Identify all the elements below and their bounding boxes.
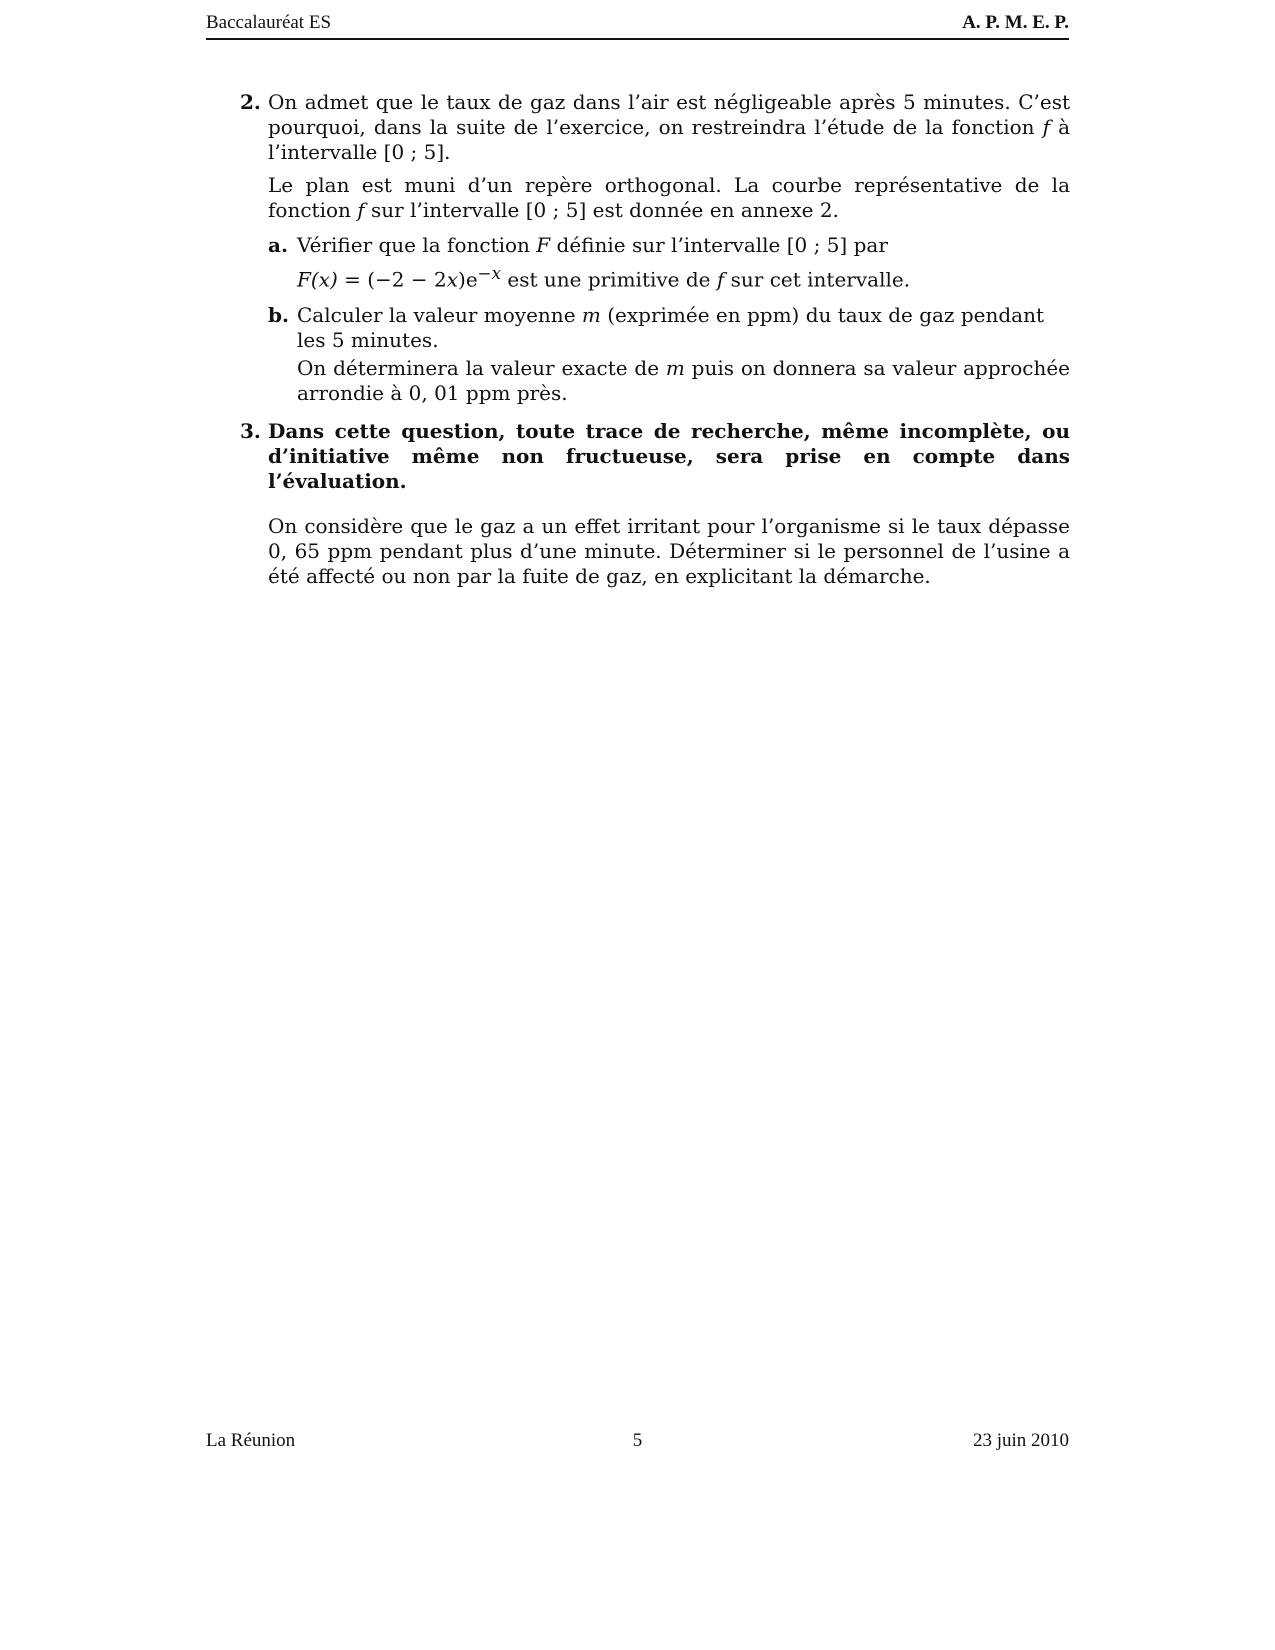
question-3 [240,419,1070,589]
question-3-instruction: Dans cette question, toute trace de recherche, même incomplète, ou d’initiative même non fructueuse, sera prise en compte dans l’évaluation. [268,418,1070,493]
question-2a-letter: a. [268,233,288,257]
question-2b-line-1 [297,303,1070,353]
question-2-paragraph-1 [268,90,1070,165]
q2b-l2-a: On déterminera la valeur exacte de [297,355,666,380]
q2-p1-text-a: On admet que le taux de gaz dans l’air est négligeable après 5 minutes. C’est pourquoi, dans la suite de l’exercice, on restreindra l’étude de la fonction [268,90,1070,139]
q2b-l1-a: Calculer la valeur moyenne [297,302,582,327]
q2a-l2-eq: = (−2 − 2 [337,267,447,292]
q2a-l2-f: f [716,267,725,292]
question-3-text: On considère que le gaz a un effet irritant pour l’organisme si le taux dépasse 0, 65 ppm pendant plus d’une minute. Déterminer si le personnel de l’usine a été affecté ou non par la fuite de gaz, en explicitant la démarche. [268,513,1070,588]
spacer [240,409,1070,419]
q2a-l2-exponent: −x [477,264,502,283]
content [240,90,1070,597]
header-right: A. P. M. E. P. [962,12,1069,33]
question-2a-line-1 [297,233,1070,258]
q2b-l1-b: (exprimée en ppm) du taux de gaz pendant les 5 minutes. [297,302,1044,352]
q2-p1-f: f [1042,115,1051,139]
page-number: 5 [632,1430,643,1451]
q2-p2-text-a: Le plan est muni d’un repère orthogonal. La courbe représentative de la fonction [268,173,1070,222]
footer-right: 23 juin 2010 [972,1430,1069,1451]
q2a-l1-b: définie sur l’intervalle [0 ; 5] par [550,233,888,257]
footer-left: La Réunion [206,1430,296,1451]
question-2b-line-2 [297,356,1070,406]
question-2b [268,303,1070,406]
q2a-l1-F: F [536,233,551,257]
question-3-number: 3. [240,418,261,443]
question-2a-line-2 [297,261,1070,293]
q2a-l2-Fx: F(x) [297,267,338,292]
header-left: Baccalauréat ES [206,12,332,33]
question-2a [268,233,1070,293]
question-2-number: 2. [240,90,261,114]
q2-p1-text-b: à l’intervalle [0 ; 5]. [268,115,1071,164]
q2a-l2-c: sur cet intervalle. [724,267,911,292]
page-header [206,10,1069,40]
q2b-l2-b: puis on donnera sa valeur approchée arrondie à 0, 01 ppm près. [297,355,1070,405]
q2a-l1-a: Vérifier que la fonction [297,233,537,257]
q2a-l2-x: x [446,267,459,292]
question-2b-letter: b. [268,302,289,327]
q2a-l2-b: est une primitive de [501,267,717,292]
q2a-l2-e: )e [458,267,478,292]
q2-p2-text-b: sur l’intervalle [0 ; 5] est donnée en annexe 2. [364,198,839,222]
question-2-paragraph-2 [268,173,1070,223]
question-2 [240,90,1070,406]
q2b-l1-m: m [581,302,601,327]
q2b-l2-m: m [665,355,685,380]
q2-p2-f: f [357,198,365,222]
